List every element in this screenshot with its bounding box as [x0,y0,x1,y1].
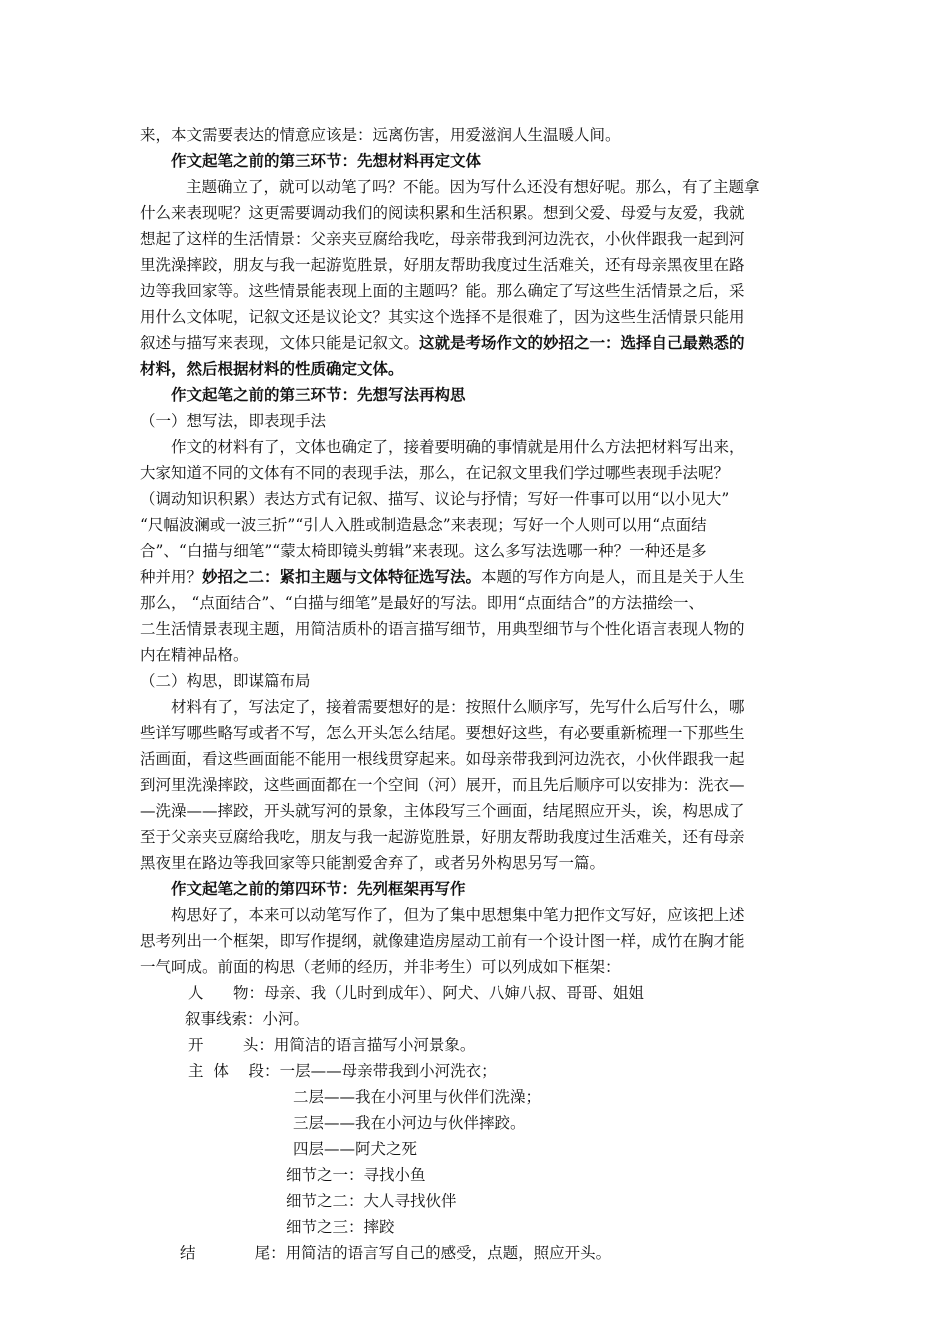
section-heading: 作文起笔之前的第四环节：先列框架再写作 [171,879,466,898]
paragraph-line: 边等我回家等。这些情景能表现上面的主题吗？能。那么确定了写这些生活情景之后，采 [140,282,745,300]
paragraph-line: 些详写哪些略写或者不写，怎么开头怎么结尾。要想好这些，有必要重新梳理一下那些生 [140,724,745,742]
paragraph-line: 什么来表现呢？这更需要调动我们的阅读积累和生活积累。想到父爱、母爱与友爱，我就 [140,204,745,222]
paragraph-line: （调动知识积累）表达方式有记叙、描写、议论与抒情；写好一件事可以用“以小见大” [140,490,730,508]
paragraph-line: 主题确立了，就可以动笔了吗？不能。因为写什么还没有想好呢。那么，有了主题拿 [186,178,760,196]
framework-detail: 细节之三：摔跤 [286,1218,395,1236]
section-heading: 作文起笔之前的第三环节：先想材料再定文体 [171,151,482,170]
framework-body-item: 三层——我在小河边与伙伴摔跤。 [293,1114,526,1132]
paragraph-line: 二生活情景表现主题，用简洁质朴的语言描写细节，用典型细节与个性化语言表现人物的 [140,620,745,638]
framework-opening [140,1032,808,1058]
paragraph-line: 大家知道不同的文体有不同的表现手法，那么，在记叙文里我们学过哪些表现手法呢？ [140,464,730,482]
paragraph-line: 那么， “点面结合”、“白描与细笔”是最好的写法。即用“点面结合”的方法描绘一、 [140,594,704,612]
plain-text: 种并用？ [140,568,203,586]
paragraph-line: 用什么文体呢，记叙文还是议论文？其实这个选择不是很难了，因为这些生活情景只能用 [140,308,745,326]
paragraph-line: 想起了这样的生活情景：父亲夹豆腐给我吃，母亲带我到河边洗衣，小伙伴跟我一起到河 [140,230,745,248]
paragraph-line [140,330,808,356]
framework-value: 小河。 [262,1010,310,1028]
paragraph-line: 活画面，看这些画面能不能用一根线贯穿起来。如母亲带我到河边洗衣，小伙伴跟我一起 [140,750,745,768]
paragraph-line: —洗澡——摔跤，开头就写河的景象，主体段写三个画面，结尾照应开头，诶，构思成了 [140,802,745,820]
framework-body [140,1058,808,1084]
framework-value: 用简洁的语言描写小河景象。 [273,1036,476,1054]
framework-label: 主 体 段： [188,1062,280,1080]
section-heading: 作文起笔之前的第三环节：先想写法再构思 [171,385,466,404]
framework-detail: 细节之一：寻找小鱼 [286,1166,426,1184]
framework-label: 结 尾： [180,1244,286,1262]
paragraph-line: 黑夜里在路边等我回家等只能割爱舍弃了，或者另外构思另写一篇。 [140,854,606,872]
paragraph-line: 材料，然后根据材料的性质确定文体。 [140,359,404,378]
writing-framework [140,980,808,1266]
framework-body-item: 二层——我在小河里与伙伴们洗澡； [293,1088,542,1106]
framework-people [140,980,808,1006]
plain-text: 叙述与描写来表现，文体只能是记叙文。 [140,334,420,352]
subsection-heading: （一）想写法，即表现手法 [140,412,327,430]
paragraph-line: 里洗澡摔跤，朋友与我一起游览胜景，好朋友帮助我度过生活难关，还有母亲黑夜里在路 [140,256,745,274]
bold-text: 妙招之二：紧扣主题与文体特征选写法。 [202,567,482,586]
framework-value: 用简洁的语言写自己的感受，点题，照应开头。 [285,1244,612,1262]
framework-ending [140,1240,808,1266]
paragraph-line: 思考列出一个框架，即写作提纲，就像建造房屋动工前有一个设计图一样，成竹在胸才能 [140,932,745,950]
paragraph-line: 一气呵成。前面的构思（老师的经历，并非考生）可以列成如下框架： [140,958,621,976]
paragraph-line: “尺幅波澜或一波三折”“引人入胜或制造悬念”来表现；写好一个人则可以用“点面结 [140,516,707,534]
subsection-heading: （二）构思，即谋篇布局 [140,672,311,690]
framework-label: 人 物： [188,984,265,1002]
framework-value: 母亲、我（儿时到成年）、阿犬、八婶八叔、哥哥、姐姐 [264,984,644,1002]
plain-text: 本题的写作方向是人，而且是关于人生 [481,568,745,586]
framework-label: 开 头： [188,1036,274,1054]
paragraph-line: 到河里洗澡摔跤，这些画面都在一个空间（河）展开，而且先后顺序可以安排为：洗衣— [140,776,745,794]
framework-label: 叙事线索： [185,1010,263,1028]
framework-body-item: 四层——阿犬之死 [293,1140,418,1158]
framework-thread [140,1006,808,1032]
framework-detail: 细节之二：大人寻找伙伴 [286,1192,457,1210]
paragraph-line [140,564,808,590]
paragraph-line: 构思好了，本来可以动笔写作了，但为了集中思想集中笔力把作文写好，应该把上述 [171,906,745,924]
paragraph-line: 内在精神品格。 [140,646,249,664]
paragraph-line: 来，本文需要表达的情意应该是：远离伤害，用爱滋润人生温暖人间。 [140,126,621,144]
paragraph-line: 材料有了，写法定了，接着需要想好的是：按照什么顺序写，先写什么后写什么，哪 [171,698,745,716]
document-page [140,122,808,1266]
framework-value: 一层——母亲带我到小河洗衣； [279,1062,497,1080]
paragraph-line: 至于父亲夹豆腐给我吃，朋友与我一起游览胜景，好朋友帮助我度过生活难关，还有母亲 [140,828,745,846]
bold-text: 这就是考场作文的妙招之一：选择自己最熟悉的 [419,333,745,352]
paragraph-line: 作文的材料有了，文体也确定了，接着要明确的事情就是用什么方法把材料写出来， [171,438,745,456]
paragraph-line: 合”、“白描与细笔”“蒙太椅即镜头剪辑”来表现。这么多写法选哪一种？一种还是多 [140,542,707,560]
